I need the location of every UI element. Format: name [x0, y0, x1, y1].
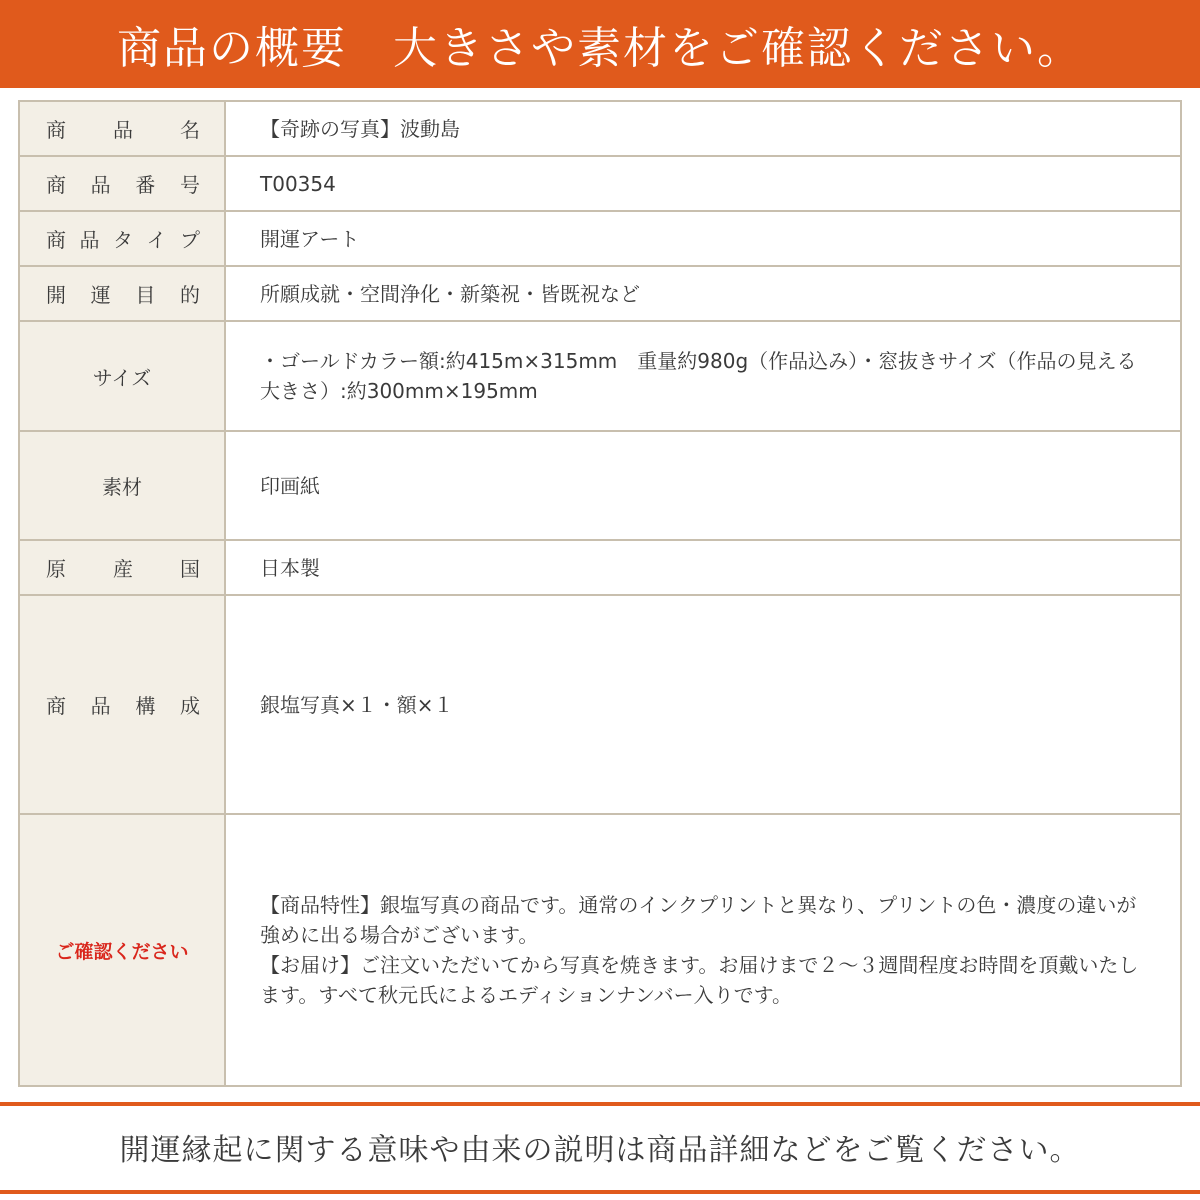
material-value: 印画紙	[225, 431, 1181, 540]
footer-note: 開運縁起に関する意味や由来の説明は商品詳細などをご覧ください。	[119, 1133, 1081, 1168]
product-type-value: 開運アート	[225, 211, 1181, 266]
row-label-product-type	[19, 211, 225, 266]
table-row	[19, 101, 1181, 156]
notice-value	[225, 814, 1181, 1086]
table-row	[19, 266, 1181, 321]
label-char: 号	[179, 173, 200, 197]
label-char: 品	[90, 173, 111, 197]
table-row	[19, 211, 1181, 266]
label-char: 原	[46, 557, 66, 581]
label-char: 開	[46, 283, 66, 307]
label-char: 成	[179, 694, 200, 718]
label-char: 国	[180, 557, 200, 581]
label-char: 品	[90, 694, 111, 718]
row-label-contents	[19, 595, 225, 814]
label-char: 商	[46, 173, 66, 197]
notice-line-delivery: 【お届け】ご注文いただいてから写真を焼きます。お届けまで２〜３週間程度お時間を頂戴いたします。すべて秋元氏によるエディションナンバー入りです。	[260, 953, 1139, 1007]
notice-line-characteristics: 【商品特性】銀塩写真の商品です。通常のインクプリントと異なり、プリントの色・濃度の違いが強めに出る場合がございます。	[260, 893, 1137, 947]
table-row	[19, 540, 1181, 595]
label-char: 品	[79, 228, 100, 252]
contents-value: 銀塩写真×１・額×１	[225, 595, 1181, 814]
page-banner: 商品の概要 大きさや素材をご確認ください。	[0, 0, 1200, 88]
table-row	[19, 431, 1181, 540]
label-char: 構	[135, 694, 156, 718]
row-label-material	[19, 431, 225, 540]
product-number-value: T00354	[225, 156, 1181, 211]
label-char: 的	[179, 283, 200, 307]
table-row	[19, 321, 1181, 431]
label-char: 運	[90, 283, 111, 307]
label-char: 目	[135, 283, 156, 307]
label-char: プ	[180, 228, 200, 252]
label-char: 品	[113, 118, 133, 142]
row-label-notice	[19, 814, 225, 1086]
row-label-size	[19, 321, 225, 431]
label-char: 商	[46, 228, 66, 252]
label-char: 商	[46, 118, 66, 142]
divider-bottom	[0, 1190, 1200, 1194]
label-char: 名	[180, 118, 200, 142]
divider-top	[0, 1102, 1200, 1106]
origin-value: 日本製	[225, 540, 1181, 595]
label-char: タ	[113, 228, 133, 252]
row-label-purpose	[19, 266, 225, 321]
material-label: 素材	[102, 475, 142, 499]
label-char: 商	[46, 694, 66, 718]
table-row	[19, 156, 1181, 211]
purpose-value: 所願成就・空間浄化・新築祝・皆既祝など	[225, 266, 1181, 321]
label-char: 番	[135, 173, 156, 197]
row-label-product-name	[19, 101, 225, 156]
row-label-origin	[19, 540, 225, 595]
size-label: サイズ	[92, 365, 152, 390]
table-row	[19, 814, 1181, 1086]
label-char: 産	[113, 557, 133, 581]
row-label-product-number	[19, 156, 225, 211]
label-char: イ	[146, 228, 167, 252]
size-value: ・ゴールドカラー額:約415m×315mm 重量約980g（作品込み）・窓抜きサイズ（作品の見える大きさ）:約300mm×195mm	[225, 321, 1181, 431]
table-row	[19, 595, 1181, 814]
notice-label: ご確認ください	[55, 940, 189, 963]
product-spec-table	[18, 100, 1182, 1087]
product-name-value: 【奇跡の写真】波動島	[225, 101, 1181, 156]
